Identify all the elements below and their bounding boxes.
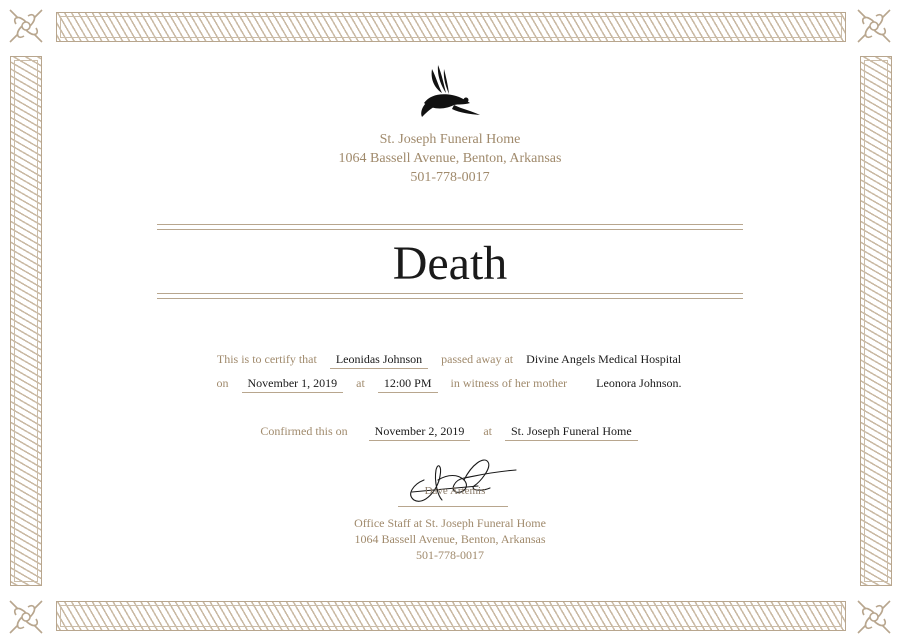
confirmation-date: November 2, 2019	[369, 424, 471, 441]
funeral-home-name: St. Joseph Funeral Home	[379, 132, 521, 147]
signer-role: Office Staff at St. Joseph Funeral Home	[354, 516, 546, 530]
title-rule-top	[157, 224, 743, 225]
dove-icon	[418, 63, 482, 121]
witness-name: Leonora Johnson.	[596, 376, 682, 390]
confirmed-label: Confirmed this on	[260, 424, 348, 438]
title-rule-bottom	[157, 298, 743, 299]
funeral-home-address: 1064 Bassell Avenue, Benton, Arkansas	[338, 151, 562, 166]
at-label: at	[356, 376, 365, 390]
deceased-name: Leonidas Johnson	[330, 352, 428, 369]
corner-flourish-icon	[4, 595, 48, 639]
issuer-header	[0, 130, 900, 187]
time-of-death: 12:00 PM	[378, 376, 438, 393]
date-of-death: November 1, 2019	[242, 376, 344, 393]
signature-line	[398, 506, 508, 507]
certify-line-2	[0, 376, 900, 393]
border-bottom	[56, 601, 846, 631]
signature-mark	[394, 450, 524, 512]
confirmation-line	[0, 424, 900, 441]
corner-flourish-icon	[852, 4, 896, 48]
signer-address: 1064 Bassell Avenue, Benton, Arkansas	[354, 532, 546, 546]
corner-flourish-icon	[4, 4, 48, 48]
place-of-death: Divine Angels Medical Hospital	[526, 352, 682, 366]
certificate-title: Death	[392, 237, 508, 290]
certify-label: This is to certify that	[216, 352, 317, 366]
title-rule-top-inner	[157, 229, 743, 230]
certify-line-1	[0, 352, 900, 369]
confirmation-place: St. Joseph Funeral Home	[505, 424, 638, 441]
border-top	[56, 12, 846, 42]
corner-flourish-icon	[852, 595, 896, 639]
funeral-home-phone: 501-778-0017	[410, 170, 490, 185]
witness-label: in witness of her mother	[450, 376, 568, 390]
title-rule-bottom-inner	[157, 293, 743, 294]
confirmation-at-label: at	[483, 424, 492, 438]
signer-details	[0, 515, 900, 563]
passed-away-label: passed away at	[441, 352, 514, 366]
signer-phone: 501-778-0017	[416, 548, 484, 562]
on-label: on	[216, 376, 229, 390]
signer-name: Dave Artemis	[424, 485, 486, 497]
